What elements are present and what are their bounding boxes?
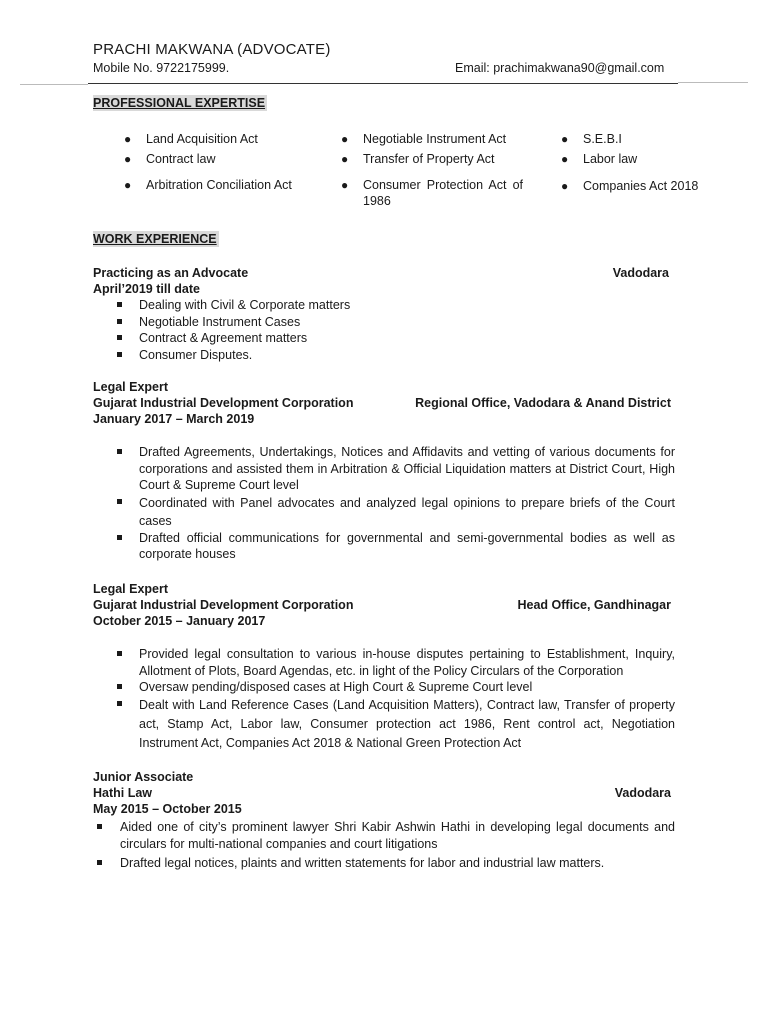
skill-item: ● Land Acquisition Act bbox=[124, 132, 258, 146]
job-entry bbox=[93, 581, 675, 753]
list-item: Consumer Disputes. bbox=[93, 347, 675, 364]
job-points bbox=[93, 444, 675, 563]
skill-item: ● Arbitration Conciliation Act bbox=[124, 178, 292, 192]
list-item: Oversaw pending/disposed cases at High Court & Supreme Court level bbox=[93, 679, 675, 696]
skill-item: ● Consumer Protection Act of 1986 bbox=[341, 178, 523, 208]
job-points bbox=[93, 297, 675, 363]
expertise-heading: PROFESSIONAL EXPERTISE bbox=[93, 96, 266, 110]
skill-item: ● Contract law bbox=[124, 152, 216, 166]
bullet-icon: ● bbox=[561, 132, 569, 146]
skill-item: ● Companies Act 2018 bbox=[561, 179, 699, 193]
bullet-icon: ● bbox=[561, 179, 569, 193]
skill-item: ● Negotiable Instrument Act bbox=[341, 132, 507, 146]
bullet-icon: ● bbox=[341, 178, 349, 192]
job-dates: January 2017 – March 2019 bbox=[93, 412, 255, 426]
list-item: Drafted Agreements, Undertakings, Notices and Affidavits and vetting of various documents for corporations and assisted them in Arbitration & Official Liquidation matters at District Court, High Court & Supreme Court level bbox=[93, 444, 675, 494]
job-points bbox=[93, 819, 675, 872]
job-org: Gujarat Industrial Development Corporation bbox=[93, 598, 354, 612]
bullet-icon: ● bbox=[124, 152, 132, 166]
list-item: Contract & Agreement matters bbox=[93, 330, 675, 347]
list-item: Drafted legal notices, plaints and written statements for labor and industrial law matters. bbox=[93, 855, 675, 872]
job-role: Legal Expert bbox=[93, 380, 169, 394]
job-location: Vadodara bbox=[614, 786, 671, 800]
list-item: Coordinated with Panel advocates and analyzed legal opinions to prepare briefs of the Court cases bbox=[93, 494, 675, 530]
job-entry bbox=[93, 769, 675, 872]
skill-item: ● Labor law bbox=[561, 152, 638, 166]
skill-item: ● S.E.B.I bbox=[561, 132, 622, 146]
work-heading: WORK EXPERIENCE bbox=[93, 232, 217, 246]
email-address: Email: prachimakwana90@gmail.com bbox=[455, 61, 665, 75]
header-rule-right bbox=[678, 82, 748, 83]
job-dates: May 2015 – October 2015 bbox=[93, 802, 242, 816]
job-location: Regional Office, Vadodara & Anand District bbox=[415, 396, 671, 410]
candidate-name: PRACHI MAKWANA (ADVOCATE) bbox=[93, 41, 331, 58]
job-entry bbox=[93, 379, 675, 563]
bullet-icon: ● bbox=[561, 152, 569, 166]
job-entry bbox=[93, 265, 675, 363]
job-location: Vadodara bbox=[612, 266, 669, 280]
list-item: Drafted official communications for governmental and semi-governmental bodies as well as corporate houses bbox=[93, 530, 675, 563]
job-org: Hathi Law bbox=[93, 786, 153, 800]
list-item: Dealing with Civil & Corporate matters bbox=[93, 297, 675, 314]
job-location: Head Office, Gandhinagar bbox=[517, 598, 671, 612]
mobile-number: Mobile No. 9722175999. bbox=[93, 61, 230, 75]
bullet-icon: ● bbox=[341, 132, 349, 146]
job-org: Gujarat Industrial Development Corporation bbox=[93, 396, 354, 410]
bullet-icon: ● bbox=[124, 178, 132, 192]
job-dates: October 2015 – January 2017 bbox=[93, 614, 266, 628]
job-role: Practicing as an Advocate bbox=[93, 266, 249, 280]
header-rule bbox=[88, 83, 678, 84]
list-item: Aided one of city’s prominent lawyer Shri Kabir Ashwin Hathi in developing legal documents and circulars for multi-national companies and court litigations bbox=[93, 819, 675, 852]
list-item: Dealt with Land Reference Cases (Land Acquisition Matters), Contract law, Transfer of property act, Stamp Act, Labor law, Consumer protection act 1986, Rent control act, Negotiation Instrument Act, Companies Act 2018 & National Green Protection Act bbox=[93, 696, 675, 753]
bullet-icon: ● bbox=[124, 132, 132, 146]
skill-item: ● Transfer of Property Act bbox=[341, 152, 495, 166]
header-rule-left bbox=[20, 84, 88, 85]
job-dates: April’2019 till date bbox=[93, 282, 200, 296]
job-role: Junior Associate bbox=[93, 770, 194, 784]
list-item: Provided legal consultation to various in-house disputes pertaining to Establishment, Inquiry, Allotment of Plots, Board Agendas, etc. in light of the Policy Circulars of the Corporation bbox=[93, 646, 675, 679]
job-points bbox=[93, 646, 675, 753]
bullet-icon: ● bbox=[341, 152, 349, 166]
job-role: Legal Expert bbox=[93, 582, 169, 596]
list-item: Negotiable Instrument Cases bbox=[93, 314, 675, 331]
